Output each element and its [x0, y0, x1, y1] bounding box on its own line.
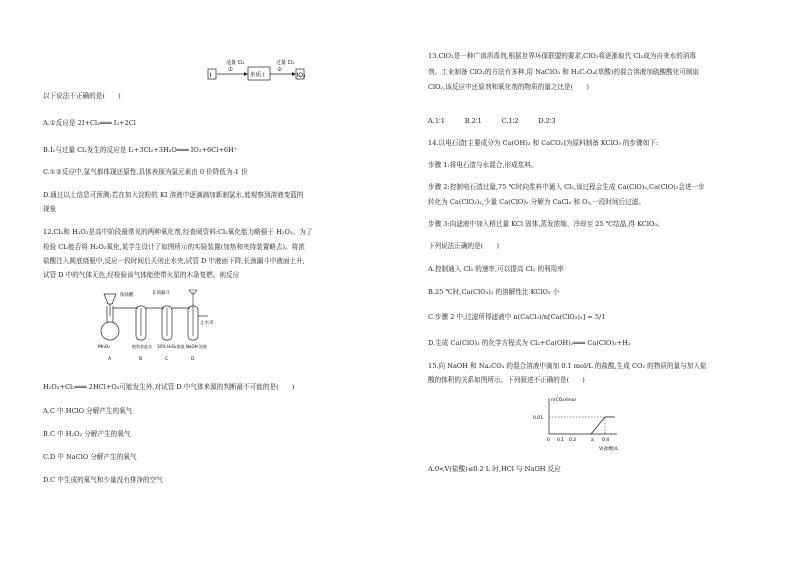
x-tick-1: 0.1: [557, 438, 565, 443]
q14-step2-cont: 转化为 Ca(ClO₃)₂,少量 Ca(ClO)₂ 分解为 CaCl₂ 和 O₂,一段时间后过滤。: [428, 198, 645, 206]
graph-y-tick: 0.01: [533, 416, 544, 421]
tag-b: B: [139, 357, 143, 362]
graph-xlabel: V(盐酸)/L: [599, 447, 619, 452]
iodine-flow-diagram: [0, 52, 397, 92]
q14-step1: 步骤 1:将电石渣与水混合,形成浆料。: [428, 161, 538, 169]
tag-d: D: [191, 357, 195, 362]
q12-line2: 检验 Cl₂能否将 H₂O₂氧化,某学生设计了如图所示的实验装置(加热和夹持装置略去)。将浓: [43, 243, 305, 251]
q12-line3: 盐酸注入圆底烧瓶中,反应一段时间后关闭止水夹,试管 D 中液面下降,长颈漏斗中液面上升,: [43, 257, 305, 265]
q14-line1: 14.以电石渣[主要成分为 Ca(OH)₂ 和 CaCO₃]为原料制备 KClO₃ 的步骤如下:: [428, 139, 659, 147]
q12-option-b: B.C 中 H₂O₂ 分解产生的氧气: [43, 430, 131, 438]
q14-step3: 步骤 3:向滤液中加入稍过量 KCl 固体,蒸发浓缩、冷却至 25 ℃结晶,得 KClO₃。: [428, 220, 664, 228]
q13-line1: 13.ClO₂是一种广谱消毒剂,根据世界环保联盟的要求,ClO₂将逐渐取代 Cl₂成为自来水的消毒: [428, 52, 696, 60]
tube-c-label: 30% H₂O₂溶液: [157, 344, 185, 349]
q12-option-a: A.C 中 HClO 分解产生的氧气: [43, 407, 133, 415]
graph-ylabel: n(CO₂)/mol: [551, 398, 576, 403]
q14-stem: 下列说法正确的是( ): [428, 242, 500, 250]
flow-box-start-label: I: [209, 71, 212, 79]
q14-option-b: B.25 ℃时,Ca(ClO₃)₂ 的溶解性比 KClO₃ 小: [428, 288, 560, 296]
q12-option-d: D.C 中生成的氧气和少量没有排净的空气: [43, 476, 163, 484]
flow-arrow2-label: 过量 Cl₂: [276, 60, 295, 66]
q13-line3: ClO₂,该反应中还原剂和氧化剂的物质的量之比是( ): [428, 83, 589, 91]
dropping-funnel: [104, 294, 116, 304]
q12-option-c: C.D 中 NaClO 分解产生的氧气: [43, 453, 137, 461]
tag-a: A: [108, 357, 112, 362]
flask-a: [101, 322, 119, 340]
question-stem: 以下说法不正确的是( ): [43, 92, 121, 100]
flow-box-end-label: IO₃: [296, 72, 306, 79]
q15-line1: 15.向 NaOH 和 Na₂CO₃ 的混合溶液中滴加 0.1 mol/L 的盐酸,生成 CO₂ 的物质的量与加入盐: [428, 362, 707, 370]
graph-curve: [591, 417, 605, 434]
right-column: [397, 0, 794, 561]
q14-option-c: C.步骤 2 中,过滤所得滤液中 n(CaCl₂)/n[Ca(ClO₃)₂] = 5/1: [428, 313, 606, 321]
tag-c: C: [165, 357, 169, 362]
x-tick-2: 0.2: [569, 438, 577, 443]
flow-arrow1-head: [244, 72, 248, 76]
mno2-label: MnO₂: [98, 345, 111, 350]
q15-line2: 酸的体积的关系如图所示。下列叙述不正确的是( ): [428, 376, 585, 384]
co2-graph: [527, 392, 647, 456]
q14-option-a: A.控制通入 Cl₂ 的速率,可以提高 Cl₂ 的利用率: [428, 265, 564, 273]
apparatus-diagram: [90, 286, 290, 366]
option-d-cont: 现象: [43, 205, 57, 213]
q14-option-d: D.生成 Ca(ClO)₂ 的化学方程式为 Cl₂+Ca(OH)₂═══ Ca(ClO)₂+H₂: [428, 339, 631, 347]
q13-options: A.1∶1 B.2∶1 C.1∶2 D.2∶3: [428, 117, 556, 125]
conc-hcl-label: 浓盐酸: [120, 293, 134, 298]
q12-line4: 试管 D 中的气体无色,经检验该气体能使带火星的木条复燃。则反应: [43, 271, 240, 279]
flow-box-mid-label: 单质 I: [250, 72, 265, 79]
tube-d-label: NaOH 溶液: [186, 344, 207, 349]
flow-step1: ①: [228, 67, 233, 73]
tube-b-label: 饱和食盐水: [132, 344, 152, 349]
flow-arrow1-label: 适量 Cl₂: [226, 60, 245, 66]
q12-line1: 12.Cl₂和 H₂O₂是高中阶段最常见的两种氧化剂,经查阅资料:Cl₂氧化能力略强于 H₂O₂。为了: [43, 228, 313, 236]
x-tick-3: a: [591, 438, 594, 443]
option-d: D.通过以上信息可预测:若在加入淀粉的 KI 溶液中逐滴滴加新制氯水,能观察到溶液变蓝的: [43, 191, 304, 199]
clamp-label: 止水夹: [200, 321, 214, 326]
flow-arrow2-head: [292, 72, 296, 76]
option-b: B.I₂与过量 Cl₂发生的反应是 I₂+3Cl₂+3H₂O═══ IO₃+6Cl+6H⁺: [43, 146, 238, 154]
x-tick-4: 0.4: [602, 438, 610, 443]
q13-line2: 剂。工业制备 ClO₂的方法有多种,用 NaClO₃ 和 H₂C₂O₄(草酸)的混合溶液加硫酸酸化可制取: [428, 68, 700, 76]
option-c: C.①②反应中,氯气都体现还原性,具体表现为氯元素由 0 价降低为-1 价: [43, 168, 248, 176]
q12-line5: H₂O₂+Cl₂═══ 2HCl+O₂可能发生外,对试管 D 中气体来源的判断最不可能的是( ): [43, 383, 295, 391]
option-a: A.①反应是 2I+Cl₂═══ I₂+2Cl: [43, 119, 136, 127]
funnel-label: 长颈漏斗: [152, 291, 170, 296]
q15-option-a: A.0<V(盐酸)≤0.2 L 时,HCl 与 NaOH 反应: [428, 465, 561, 473]
q14-step2: 步骤 2:控制电石渣过量,75 ℃时向浆料中通入 Cl₂,该过程会生成 Ca(ClO)₂,Ca(ClO)₂会进一步: [428, 183, 705, 191]
x-tick-0: 0: [547, 438, 550, 443]
flow-step2: ②: [277, 67, 282, 73]
